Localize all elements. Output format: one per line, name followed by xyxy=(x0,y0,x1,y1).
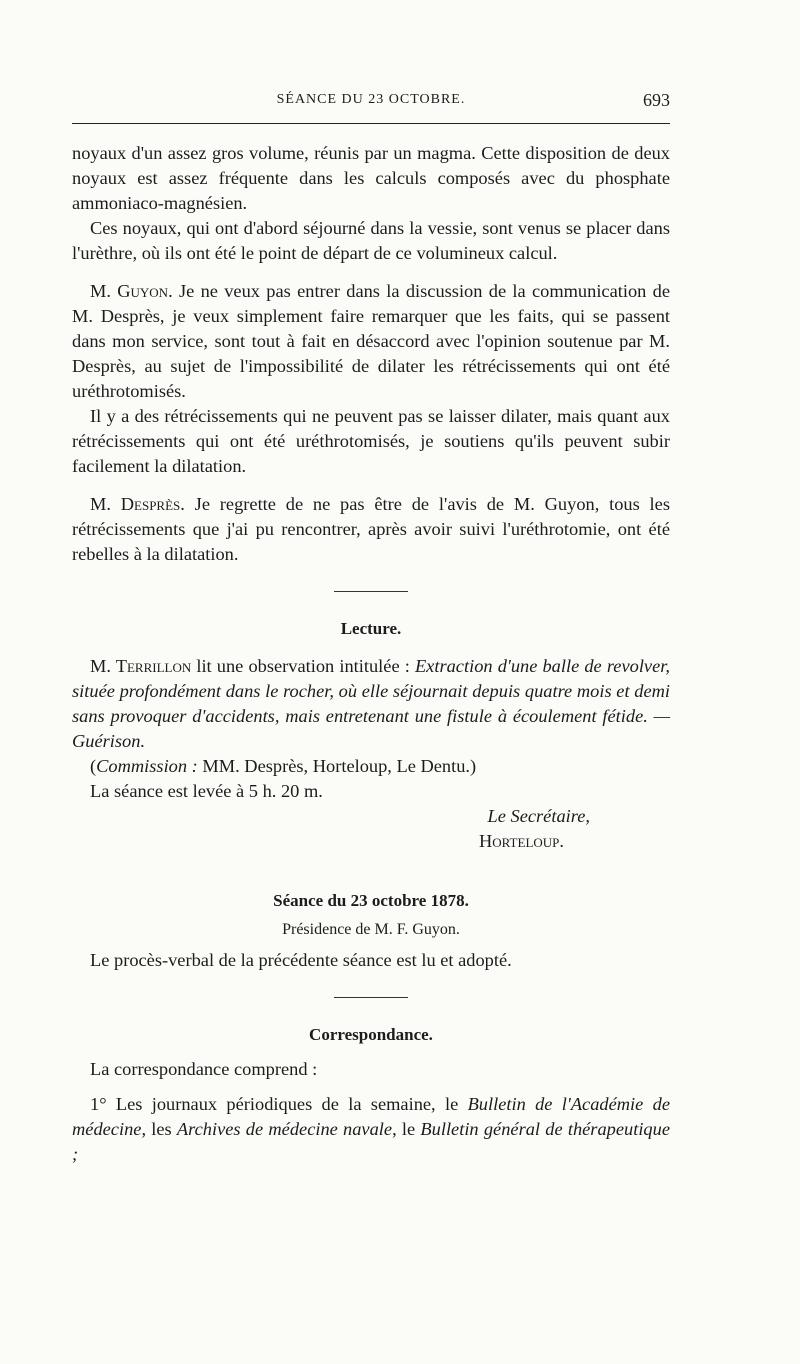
running-head: SÉANCE DU 23 OCTOBRE. xyxy=(276,92,466,107)
despres-text: Je regrette de ne pas être de l'avis de M. Guyon, tous les rétrécissements que j'ai pu rencontrer, après avoir suivi l'uréthrotomie, ont été rebelles à la dilatation. xyxy=(72,494,670,564)
paragraph-commission: (Commission : MM. Desprès, Horteloup, Le Dentu.) xyxy=(90,756,477,776)
terrillon-intro: lit une observation intitulée : xyxy=(191,656,415,676)
paragraph-guyon-2: Il y a des rétrécissements qui ne peuvent pas se laisser dilater, mais quant aux rétrécissements qui ont été uréthrotomisés, je soutiens qu'ils peuvent subir facilement la dilatation. xyxy=(72,406,670,476)
speaker-despres: M. Desprès. xyxy=(90,494,185,514)
page-header xyxy=(72,90,670,114)
item1-start: 1° Les journaux périodiques de la semaine, le xyxy=(90,1094,468,1114)
commission-members: MM. Desprès, Horteloup, Le Dentu. xyxy=(197,756,471,776)
presidence xyxy=(72,917,670,942)
page-body xyxy=(72,141,670,1167)
commission-label: Commission : xyxy=(96,756,198,776)
item1-bulletin2: Bulletin général de thérapeutique ; xyxy=(72,1119,670,1164)
paragraph-closing: La séance est levée à 5 h. 20 m. xyxy=(90,781,323,801)
guyon-text: Je ne veux pas entrer dans la discussion de la communication de M. Desprès, je veux simplement faire remarquer que les faits, qui se passent dans mon service, sont tout à fait en désaccord avec l'opinion soutenue par M. Desprès, au sujet de l'impossibilité de dilater les rétrécissements qui ont été uréthrotomisés. xyxy=(72,281,671,401)
header-rule xyxy=(72,123,670,124)
paragraph-guyon xyxy=(72,279,670,404)
section-title-correspondance: Correspondance. xyxy=(309,1025,433,1044)
item1-mid2: , le xyxy=(392,1119,421,1139)
section-title-lecture: Lecture. xyxy=(340,619,402,638)
seance-title: Séance du 23 octobre 1878. xyxy=(273,891,469,910)
paragraph-terrillon xyxy=(72,654,670,754)
speaker-terrillon: M. Terrillon xyxy=(90,656,192,676)
signature-role xyxy=(72,804,670,829)
paragraph-proces-verbal: Le procès-verbal de la précédente séance est lu et adopté. xyxy=(90,950,512,970)
speaker-guyon: M. Guyon. xyxy=(90,281,173,301)
page-number: 693 xyxy=(643,90,670,110)
item1-bulletin: Bulletin de l'Académie de médecine xyxy=(72,1094,670,1139)
paragraph-continuation: noyaux d'un assez gros volume, réunis par un magma. Cette disposition de deux noyaux est assez fréquente dans les calculs composés avec du phosphate ammoniaco-magnésien. xyxy=(72,143,670,213)
signature-role-text: Le Secrétaire, xyxy=(487,806,590,826)
paragraph-correspondance-intro: La correspondance comprend : xyxy=(90,1059,318,1079)
presidence-text: Présidence de M. F. Guyon. xyxy=(282,921,460,938)
signature-name: Horteloup. xyxy=(479,831,564,851)
paragraph-despres xyxy=(72,492,670,567)
paragraph-item-1 xyxy=(72,1092,670,1167)
item1-mid: , les xyxy=(141,1119,177,1139)
paragraph-noyaux: Ces noyaux, qui ont d'abord séjourné dans la vessie, sont venus se placer dans l'urèthre, où ils ont été le point de départ de ce volumineux calcul. xyxy=(72,218,670,263)
observation-title: Extraction d'une balle de revolver, située profondément dans le rocher, où elle séjournait depuis quatre mois et demi sans provoquer d'accidents, mais entretenant une fistule à écoulement fétide. — Guérison. xyxy=(72,656,670,751)
item1-archives: Archives de médecine navale xyxy=(176,1119,393,1139)
